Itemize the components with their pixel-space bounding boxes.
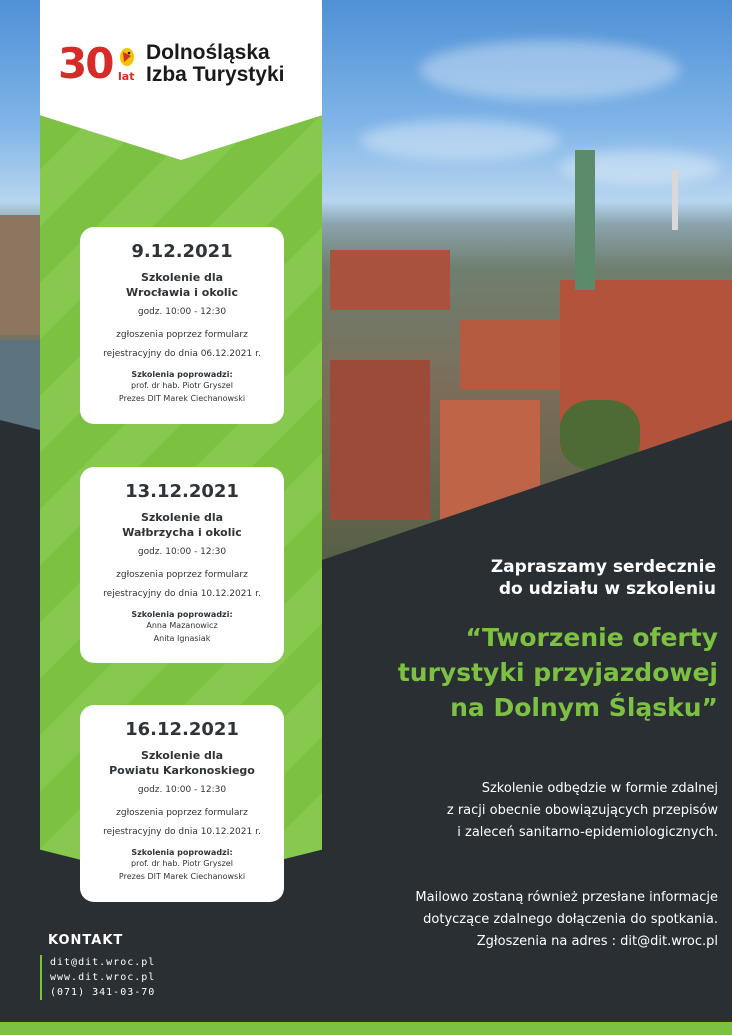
contact-phone[interactable]: (071) 341-03-70 [50, 987, 156, 998]
card-lead-label: Szkolenia poprowadzi: [131, 610, 233, 619]
card-hours: godz. 10:00 - 12:30 [137, 547, 227, 557]
logo-name: Dolnośląska Izba Turystyki [146, 41, 285, 86]
invitation-text: Zapraszamy serdecznie do udziału w szkoleniu [490, 557, 716, 599]
contact-website[interactable]: www.dit.wroc.pl [50, 972, 156, 983]
card-title: Szkolenie dla Wałbrzycha i okolic [122, 511, 242, 539]
card-registration: zgłoszenia poprzez formularz rejestracyjny do dnia 06.12.2021 r. [103, 330, 261, 359]
card-lead: prof. dr hab. Piotr Gryszel Prezes DIT Marek Ciechanowski [118, 859, 246, 881]
bird-icon [118, 46, 136, 68]
card-title: Szkolenie dla Wrocławia i okolic [126, 271, 238, 299]
training-card-1 [80, 227, 284, 424]
bottom-green-bar [0, 1022, 732, 1035]
training-card-2 [80, 467, 284, 663]
contact-details [40, 955, 155, 1000]
course-title: “Tworzenie oferty turystyki przyjazdowej na Dolnym Śląsku” [397, 623, 718, 722]
card-lead-label: Szkolenia poprowadzi: [131, 848, 233, 857]
card-lead-label: Szkolenia poprowadzi: [131, 370, 233, 379]
logo-number: 30 [58, 39, 113, 88]
card-hours: godz. 10:00 - 12:30 [137, 307, 227, 317]
card-date: 9.12.2021 [131, 241, 233, 262]
card-date: 16.12.2021 [125, 719, 239, 740]
card-lead: Anna Mazanowicz Anita Ignasiak [146, 621, 218, 643]
contact-email[interactable]: dit@dit.wroc.pl [50, 957, 156, 968]
remote-training-note: Szkolenie odbędzie w formie zdalnej z racji obecnie obowiązujących przepisów i zaleceń sanitarno-epidemiologicznych. [446, 781, 718, 840]
training-card-3 [80, 705, 284, 902]
contact-heading: KONTAKT [48, 933, 124, 948]
card-lead: prof. dr hab. Piotr Gryszel Prezes DIT Marek Ciechanowski [118, 381, 246, 403]
logo [58, 40, 308, 95]
card-registration: zgłoszenia poprzez formularz rejestracyjny do dnia 10.12.2021 r. [103, 808, 261, 837]
card-hours: godz. 10:00 - 12:30 [137, 785, 227, 795]
email-info-note: Mailowo zostaną również przesłane informacje dotyczące zdalnego dołączenia do spotkania. Zgłoszenia na adres : dit@dit.wroc.pl [415, 890, 718, 949]
card-title: Szkolenie dla Powiatu Karkonoskiego [109, 749, 255, 777]
card-date: 13.12.2021 [125, 481, 239, 502]
card-registration: zgłoszenia poprzez formularz rejestracyjny do dnia 10.12.2021 r. [103, 570, 261, 599]
logo-lat: lat [118, 70, 135, 83]
